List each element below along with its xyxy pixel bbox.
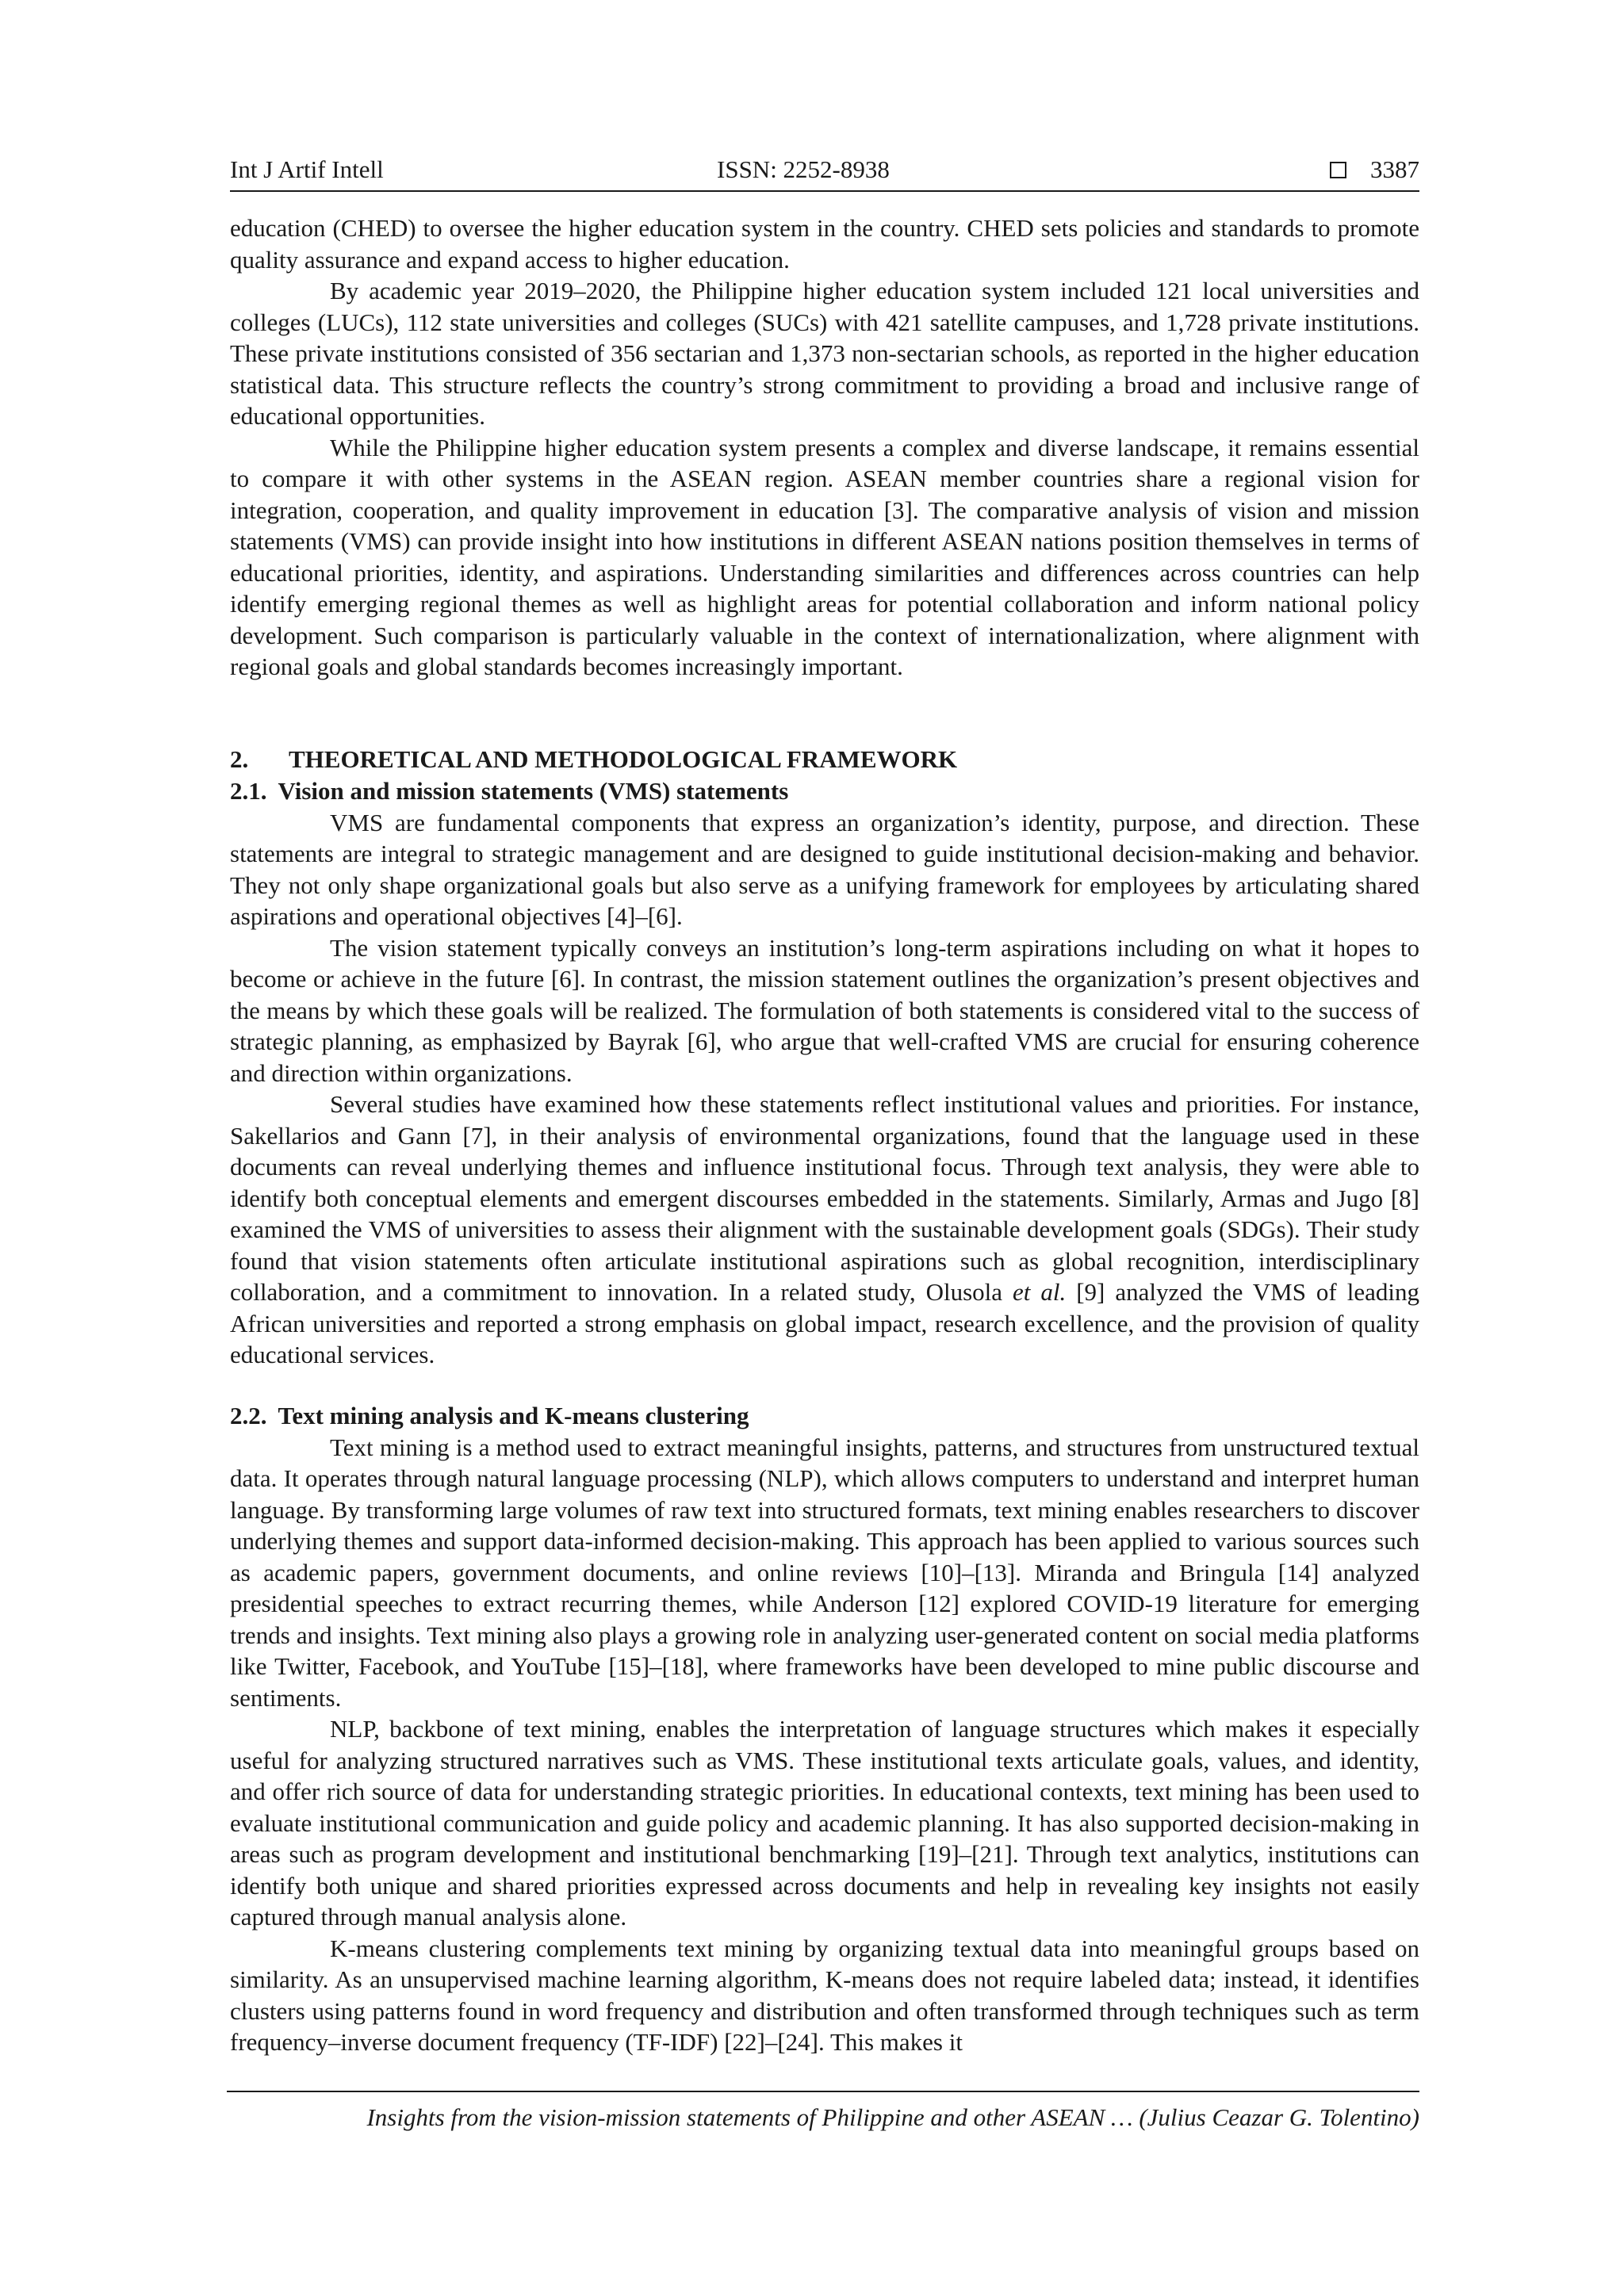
paragraph: VMS are fundamental components that express an organization’s identity, purpose, and direction. These statements are integral to strategic management and are designed to guide institutional decision-making and behavior. They not only shape organizational goals but also serve as a unifying framework for employees by articulating shared aspirations and operational objectives [4]–[6]. [230,808,1419,930]
subsection-title: Vision and mission statements (VMS) statements [278,776,789,805]
paragraph: The vision statement typically conveys an institution’s long-term aspirations including on what it hopes to become or achieve in the future [6]. In contrast, the mission statement outlines the organization’s present objectives and the means by which these goals will be realized. The formulation of both statements is considered vital to the success of strategic planning, as emphasized by Bayrak [6], who argue that well-crafted VMS are crucial for ensuring coherence and direction within organizations. [230,933,1419,1087]
paragraph: By academic year 2019–2020, the Philippine higher education system included 121 local universities and colleges (LUCs), 112 state universities and colleges (SUCs) with 421 satellite campuses, and 1,728 private institutions. These private institutions consisted of 356 sectarian and 1,373 non-sectarian schools, as reported in the higher education statistical data. This structure reflects the country’s strong commitment to providing a broad and inclusive range of educational opportunities. [230,277,1419,430]
square-box-icon [1330,162,1346,178]
journal-name: Int J Artif Intell [230,155,384,183]
section-number: 2. [230,744,249,773]
section-heading [230,744,1419,775]
paragraph: While the Philippine higher education system presents a complex and diverse landscape, it remains essential to compare it with other systems in the ASEAN region. ASEAN member countries share a regional vision for integration, cooperation, and quality improvement in education [3]. The comparative analysis of vision and mission statements (VMS) can provide insight into how institutions in different ASEAN nations position themselves in terms of educational priorities, identity, and aspirations. Understanding similarities and differences across countries can help identify emerging regional themes as well as highlight areas for potential collaboration and inform national policy development. Such comparison is particularly valuable in the context of internationalization, where alignment with regional goals and global standards becomes increasingly important. [230,433,1419,680]
paragraph-text: Several studies have examined how these statements reflect institutional values and priorities. For instance, Sakellarios and Gann [7], in their analysis of environmental organizations, found that the language used in these documents can reveal underlying themes and influence institutional focus. Through text analysis, they were able to identify both conceptual elements and emergent discourses embedded in the statements. Similarly, Armas and Jugo [8] examined the VMS of universities to assess their alignment with the sustainable development goals (SDGs). Their study found that vision statements often articulate institutional aspirations such as global recognition, interdisciplinary collaboration, and a commitment to innovation. In a related study, Olusola [230,1090,1419,1306]
subsection-heading [230,1400,1419,1432]
subsection-number: 2.2. [230,1401,267,1429]
subsection-heading [230,775,1419,807]
article-body [230,212,1419,2058]
paragraph: education (CHED) to oversee the higher education system in the country. CHED sets policies and standards to promote quality assurance and expand access to higher education. [230,214,1419,274]
paragraph: Text mining is a method used to extract meaningful insights, patterns, and structures from unstructured textual data. It operates through natural language processing (NLP), which allows computers to understand and interpret human language. By transforming large volumes of raw text into structured formats, text mining enables researchers to discover underlying themes and support data-informed decision-making. This approach has been applied to various sources such as academic papers, government documents, and online reviews [10]–[13]. Miranda and Bringula [14] analyzed presidential speeches to extract recurring themes, while Anderson [12] explored COVID-19 literature for emerging trends and insights. Text mining also plays a growing role in analyzing user-generated content on social media platforms like Twitter, Facebook, and YouTube [15]–[18], where frameworks have been developed to mine public discourse and sentiments. [230,1433,1419,1712]
subsection-title: Text mining analysis and K-means clustering [278,1401,749,1429]
et-al: et al. [1013,1278,1067,1306]
running-footer [227,2091,1419,2133]
footer-title: Insights from the vision-mission statements of Philippine and other ASEAN … (Julius Ceazar G. Tolentino) [366,2103,1419,2131]
subsection-number: 2.1. [230,776,267,805]
paragraph-text: [9] analyzed the VMS of leading African universities and reported a strong emphasis on global impact, research excellence, and the provision of quality educational services. [230,1278,1419,1368]
page-number-group [1330,154,1419,186]
issn: ISSN: 2252-8938 [717,155,890,183]
paragraph: K-means clustering complements text mining by organizing textual data into meaningful groups based on similarity. As an unsupervised machine learning algorithm, K-means does not require labeled data; instead, it identifies clusters using patterns found in word frequency and distribution and often transformed through techniques such as term frequency–inverse document frequency (TF-IDF) [22]–[24]. This makes it [230,1934,1419,2056]
paragraph: NLP, backbone of text mining, enables the interpretation of language structures which makes it especially useful for analyzing structured narratives such as VMS. These institutional texts articulate goals, values, and identity, and offer rich source of data for understanding strategic priorities. In educational contexts, text mining has been used to evaluate institutional communication and guide policy and academic planning. It has also supported decision-making in areas such as program development and institutional benchmarking [19]–[21]. Through text analytics, institutions can identify both unique and shared priorities expressed across documents and help in revealing key insights not easily captured through manual analysis alone. [230,1715,1419,1931]
section-title: THEORETICAL AND METHODOLOGICAL FRAMEWORK [289,744,958,773]
paragraph [230,1089,1419,1371]
running-header [230,154,1419,192]
page-number: 3387 [1370,155,1419,183]
